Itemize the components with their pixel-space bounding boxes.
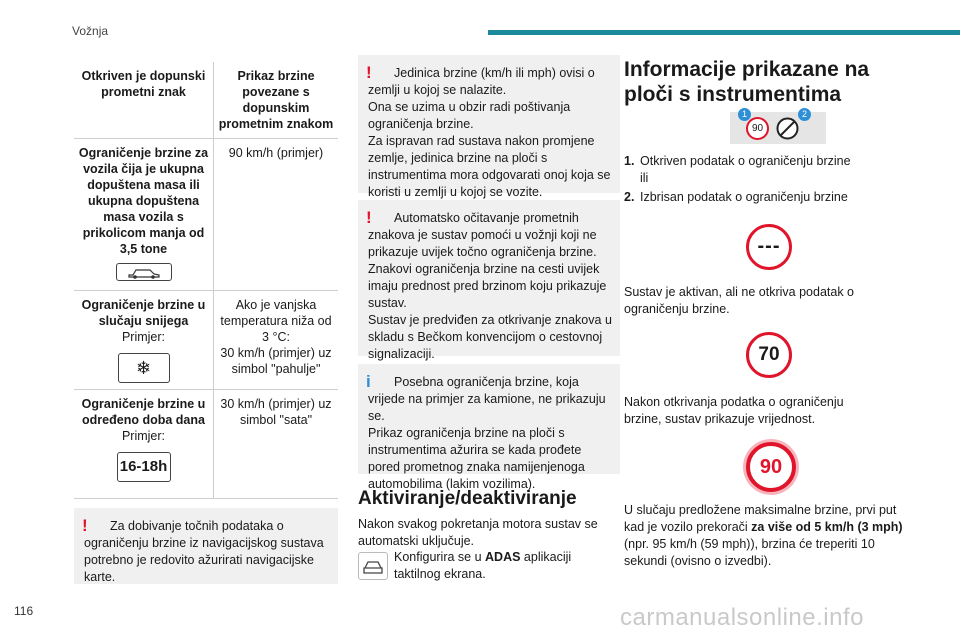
row-label: Ograničenje brzine u slučaju snijega	[81, 298, 206, 328]
callout-badge-2: 2	[798, 108, 811, 121]
note-text: Jedinica brzine (km/h ili mph) ovisi o zemlji u kojoj se nalazite. Ona se uzima u obzir radi poštivanja ograničenja brzine. Za ispravan rad sustava nakon promjene zemlje, jedinica brzine na ploči s instrumentima mora odgovarati onoj koja se koristi u zemlji u kojoj se vozite.	[368, 66, 611, 199]
list-number: 1.	[624, 154, 635, 168]
snowflake-icon: ❄	[118, 353, 170, 383]
table-row	[74, 291, 338, 390]
config-app-name: ADAS	[485, 550, 521, 564]
speed-sign-90-flashing: 90	[746, 442, 796, 492]
list-item	[624, 189, 851, 206]
table-cell-label	[74, 390, 214, 499]
speed-sign-70: 70	[746, 332, 792, 378]
note-automatic-reading	[358, 200, 620, 361]
exceed-suffix: (npr. 95 km/h (59 mph)), brzina će treperiti 10 sekundi (ovisno o izvedbi).	[624, 537, 875, 568]
table-cell-value	[214, 291, 339, 390]
table-row	[74, 139, 338, 291]
status-detected-text: Nakon otkrivanja podatka o ograničenju brzine, sustav prikazuje vrijednost.	[624, 395, 844, 426]
speed-sign-table	[74, 62, 338, 499]
info-heading: Informacije prikazane na ploči s instrumentima	[624, 58, 870, 106]
row-example: Primjer:	[121, 330, 166, 344]
list-number: 2.	[624, 190, 635, 204]
table-row	[74, 390, 338, 499]
table-header-row	[74, 62, 338, 139]
limit-cleared-icon	[776, 117, 799, 140]
car-icon	[116, 263, 172, 281]
page-number: 116	[14, 604, 34, 618]
table-header-detected: Otkriven je dopunski prometni znak	[74, 62, 214, 139]
row-value: 30 km/h (primjer) uz simbol "sata"	[220, 397, 332, 427]
note-text: Automatsko očitavanje prometnih znakova je sustav pomoći u vožnji koji ne prikazuje uvijek točno ograničenja brzine. Znakovi ograničenja brzine na cesti uvijek imaju prednost pred brzinom koju prikazuje sustav. Sustav je predviđen za otkrivanje znakova u skladu s Bečkom konvencijom o cestovnoj signalizaciji.	[368, 211, 612, 361]
note-navigation	[74, 508, 338, 584]
section-header: Vožnja	[72, 24, 109, 38]
info-icon: i	[366, 372, 371, 391]
watermark: carmanualsonline.info	[620, 604, 864, 631]
note-text: Posebna ograničenja brzine, koja vrijede na primjer za kamione, ne prikazuju se. Prikaz ograničenja brzine na ploči s instrumentima ažurira se kada prođete pored prometnog znaka namijenjenoga automobilima (lakim vozilima).	[368, 375, 606, 491]
time-range-icon: 16-18h	[117, 452, 171, 482]
warning-icon: !	[366, 208, 372, 227]
row-label: Ograničenje brzine u određeno doba dana	[81, 397, 206, 427]
list-text: Otkriven podatak o ograničenju brzine	[640, 154, 851, 168]
car-adas-icon	[358, 552, 388, 580]
callout-badge-1: 1	[738, 108, 751, 121]
table-cell-value	[214, 390, 339, 499]
config-prefix: Konfigurira se u	[394, 550, 486, 564]
list-item-sub: ili	[640, 171, 649, 185]
note-speed-unit	[358, 55, 620, 199]
status-active-text: Sustav je aktivan, ali ne otkriva podatak o ograničenju brzine.	[624, 285, 854, 316]
activation-config-text	[394, 549, 620, 583]
row-example: Primjer:	[121, 429, 166, 443]
row-label: Ograničenje brzine za vozila čija je ukupna dopuštena masa ili ukupna dopuštena masa vozila s prikolicom manja od 3,5 tone	[78, 146, 209, 256]
speed-sign-no-value: ---	[746, 224, 792, 270]
activation-text: Nakon svakog pokretanja motora sustav se automatski uključuje.	[358, 517, 598, 548]
info-list	[624, 153, 851, 206]
config-suffix: aplikaciji taktilnog ekrana.	[394, 550, 572, 581]
exceed-prefix: U slučaju predložene maksimalne brzine, prvi put kad je vozilo prekorači	[624, 503, 897, 534]
note-special-limits	[358, 364, 620, 491]
table-cell-label	[74, 139, 214, 291]
row-value: 90 km/h (primjer)	[228, 146, 324, 160]
list-text: Izbrisan podatak o ograničenju brzine	[640, 190, 848, 204]
header-accent-bar	[488, 30, 960, 35]
exceed-speed-text	[624, 502, 904, 570]
activation-heading: Aktiviranje/deaktiviranje	[358, 488, 577, 509]
table-cell-label	[74, 291, 214, 390]
speed-sign-small: 90	[746, 117, 769, 140]
list-item	[624, 153, 851, 170]
note-text: Za dobivanje točnih podataka o ograničenju brzine iz navigacijskog sustava potrebno je redovito ažurirati navigacijske karte.	[84, 519, 324, 584]
warning-icon: !	[366, 63, 372, 82]
exceed-bold: za više od 5 km/h (3 mph)	[751, 520, 903, 534]
row-value: Ako je vanjska temperatura niža od 3 °C: 30 km/h (primjer) uz simbol "pahulje"	[220, 298, 332, 376]
table-header-display: Prikaz brzine povezane s dopunskim prometnim znakom	[214, 62, 339, 139]
table-cell-value	[214, 139, 339, 291]
instrument-cluster-image	[730, 109, 826, 144]
warning-icon: !	[82, 516, 88, 535]
